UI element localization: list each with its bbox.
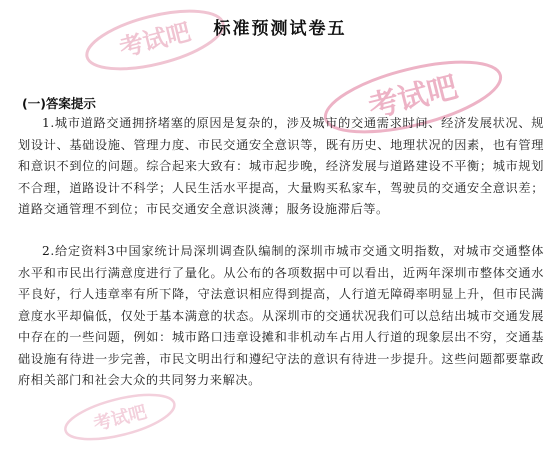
svg-text:考试吧: 考试吧 bbox=[365, 69, 462, 126]
page-title: 标准预测试卷五 bbox=[213, 19, 347, 39]
svg-text:考试吧: 考试吧 bbox=[116, 17, 194, 63]
answer-paragraph-2: 2.给定资料3中国家统计局深圳调查队编制的深圳市城市交通文明指数，对城市交通整体水平和市民出行满意度进行了量化。从公布的各项数据中可以看出，近两年深圳市整体交通水平良好，行人违章率有所下降，守法意识相应得到提高，人行道无障碍率明显上升，但市民满意度水平却偏低，仅处于基本满意的状态。从深圳市的交通状况我们可以总结出城市交通发展中存在的一些问题，例如：城市路口违章设摊和非机动车占用人行道的现象层出不穷，交通基础设施有待进一步完善，市民文明出行和遵纪守法的意识有待进一步提升。这些问题都要靠政府相关部门和社会大众的共同努力来解决。 bbox=[18, 244, 544, 387]
answer-paragraph-1: 1.城市道路交通拥挤堵塞的原因是复杂的，涉及城市的交通需求时间、经济发展状况、规划设计、基础设施、管理力度、市民交通安全意识等，既有历史、地理状况的因素，也有管理和意识不到位的问题。综合起来大致有：城市起步晚，经济发展与道路建设不平衡；城市规划不合理，道路设计不科学；人民生活水平提高，大量购买私家车，驾驶员的交通安全意识差；道路交通管理不到位；市民交通安全意识淡薄；服务设施滞后等。 bbox=[18, 116, 544, 216]
watermark-logo bbox=[56, 381, 183, 454]
section-heading: (一)答案提示 bbox=[22, 96, 96, 111]
svg-text:考试吧: 考试吧 bbox=[91, 401, 149, 436]
